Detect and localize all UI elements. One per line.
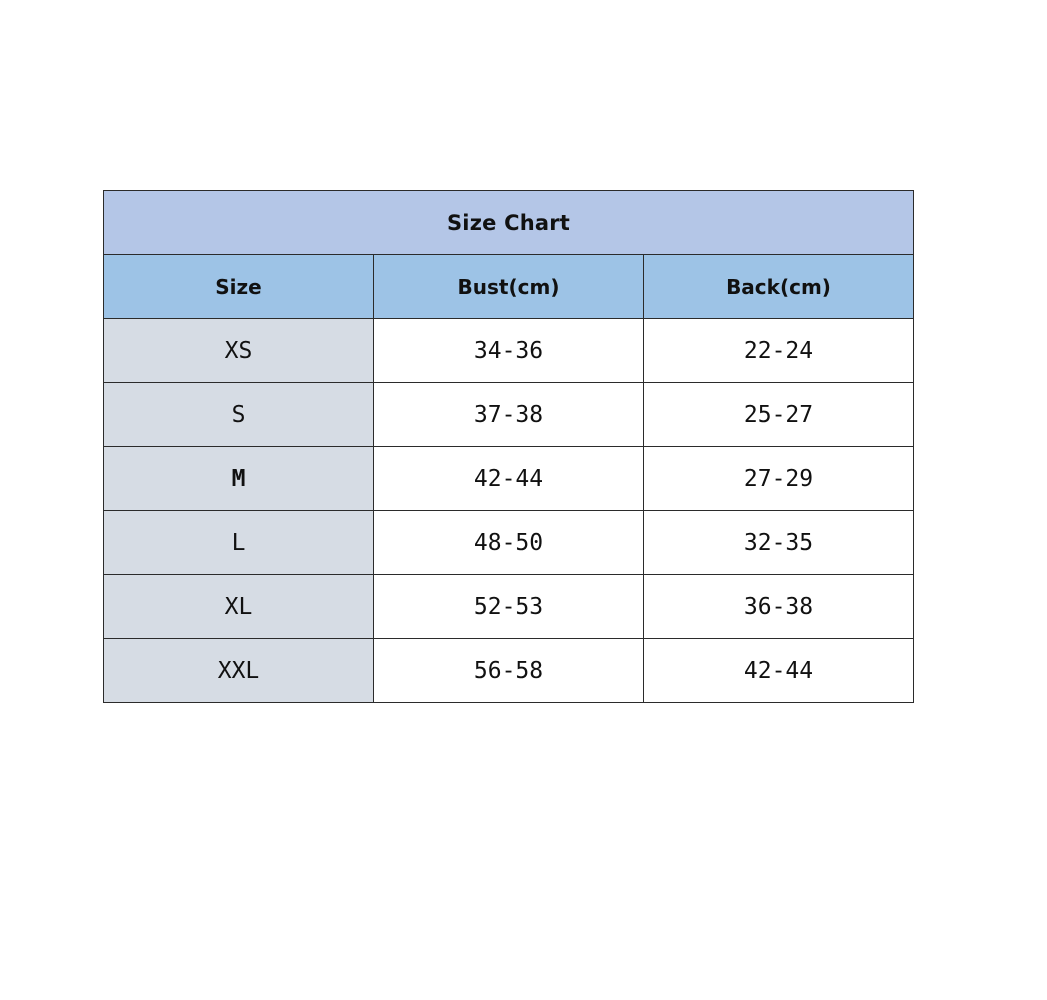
header-bust: Bust(cm)	[374, 255, 644, 319]
bust-cell: 52-53	[374, 575, 644, 639]
table-row	[104, 383, 914, 447]
back-cell: 25-27	[644, 383, 914, 447]
bust-cell: 34-36	[374, 319, 644, 383]
table-row	[104, 511, 914, 575]
size-cell: L	[104, 511, 374, 575]
table-row	[104, 319, 914, 383]
header-back: Back(cm)	[644, 255, 914, 319]
table-row	[104, 639, 914, 703]
table-row	[104, 447, 914, 511]
bust-cell: 56-58	[374, 639, 644, 703]
size-cell: XL	[104, 575, 374, 639]
back-cell: 32-35	[644, 511, 914, 575]
table-title: Size Chart	[104, 191, 914, 255]
back-cell: 22-24	[644, 319, 914, 383]
header-row	[104, 255, 914, 319]
header-size: Size	[104, 255, 374, 319]
table-row	[104, 575, 914, 639]
back-cell: 36-38	[644, 575, 914, 639]
bust-cell: 42-44	[374, 447, 644, 511]
title-row	[104, 191, 914, 255]
size-cell: XXL	[104, 639, 374, 703]
size-cell: XS	[104, 319, 374, 383]
back-cell: 27-29	[644, 447, 914, 511]
size-cell: S	[104, 383, 374, 447]
size-cell: M	[104, 447, 374, 511]
bust-cell: 37-38	[374, 383, 644, 447]
back-cell: 42-44	[644, 639, 914, 703]
size-chart-table	[103, 190, 914, 703]
bust-cell: 48-50	[374, 511, 644, 575]
